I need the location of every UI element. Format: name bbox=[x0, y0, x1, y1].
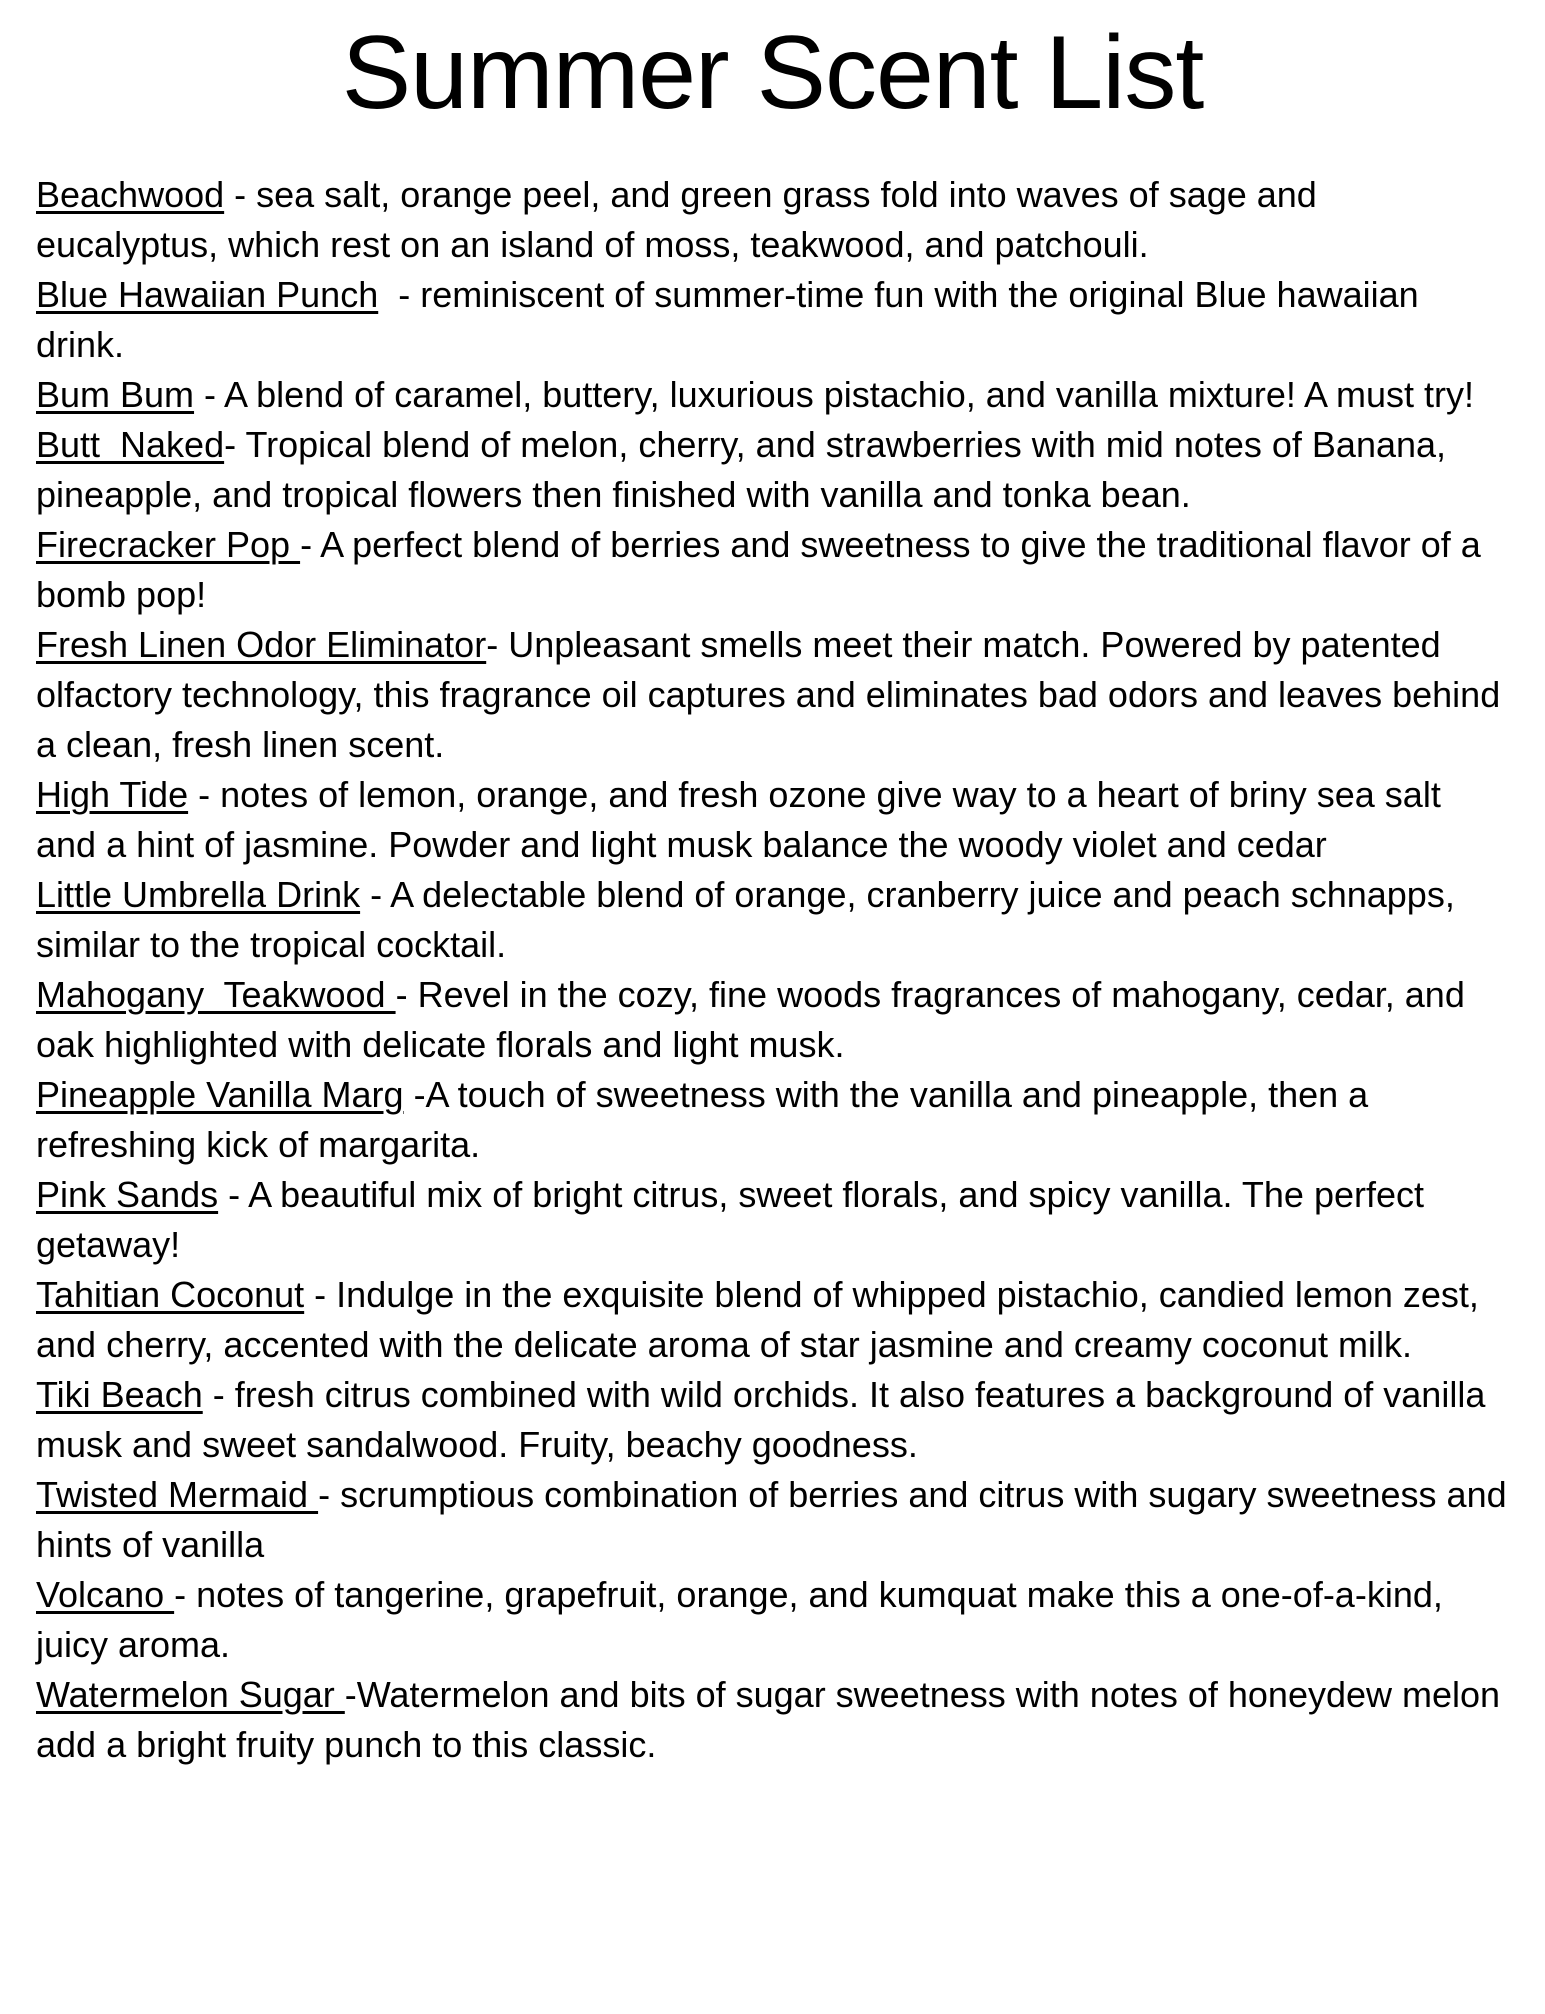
scent-description: - A perfect blend of berries and sweetness to give the traditional flavor of a bomb pop! bbox=[36, 523, 1491, 615]
scent-entry-pink-sands bbox=[36, 1170, 1507, 1270]
scent-description: - reminiscent of summer-time fun with the original Blue hawaiian drink. bbox=[36, 273, 1429, 365]
scent-name: Watermelon Sugar bbox=[36, 1673, 345, 1715]
scent-entry-firecracker-pop bbox=[36, 520, 1507, 620]
scent-name: Mahogany Teakwood bbox=[36, 973, 396, 1015]
scent-description: - scrumptious combination of berries and citrus with sugary sweetness and hints of vanilla bbox=[36, 1473, 1517, 1565]
scent-entry-bum-bum bbox=[36, 370, 1507, 420]
scent-description: - sea salt, orange peel, and green grass fold into waves of sage and eucalyptus, which rest on an island of moss, teakwood, and patchouli. bbox=[36, 173, 1327, 265]
scent-name: Volcano bbox=[36, 1573, 175, 1615]
document-page bbox=[0, 14, 1545, 2014]
scent-name: Fresh Linen Odor Eliminator bbox=[36, 623, 487, 665]
scent-name: Little Umbrella Drink bbox=[36, 873, 361, 915]
scent-description: - Unpleasant smells meet their match. Powered by patented olfactory technology, this fragrance oil captures and eliminates bad odors and leaves behind a clean, fresh linen scent. bbox=[36, 623, 1511, 765]
scent-description: - A beautiful mix of bright citrus, sweet florals, and spicy vanilla. The perfect getaway! bbox=[36, 1173, 1435, 1265]
page-title: Summer Scent List bbox=[341, 15, 1204, 131]
scent-description: - Revel in the cozy, fine woods fragrances of mahogany, cedar, and oak highlighted with delicate florals and light musk. bbox=[36, 973, 1475, 1065]
scent-description: - Indulge in the exquisite blend of whipped pistachio, candied lemon zest, and cherry, accented with the delicate aroma of star jasmine and creamy coconut milk. bbox=[36, 1273, 1489, 1365]
scent-entry-twisted-mermaid bbox=[36, 1470, 1517, 1570]
scent-entry-tahitian-coconut bbox=[36, 1270, 1507, 1370]
scent-description: - notes of lemon, orange, and fresh ozone give way to a heart of briny sea salt and a hint of jasmine. Powder and light musk balance the woody violet and cedar bbox=[36, 773, 1451, 865]
scent-name: Butt Naked bbox=[36, 423, 225, 465]
scent-name: Firecracker Pop bbox=[36, 523, 301, 565]
scent-entry-watermelon-sugar bbox=[36, 1670, 1511, 1770]
scent-entry-volcano bbox=[36, 1570, 1507, 1670]
scent-name: Blue Hawaiian Punch bbox=[36, 273, 379, 315]
scent-description: -Watermelon and bits of sugar sweetness with notes of honeydew melon add a bright fruity punch to this classic. bbox=[36, 1673, 1511, 1765]
scent-entry-beachwood bbox=[36, 170, 1507, 270]
scent-name: Tahitian Coconut bbox=[36, 1273, 305, 1315]
scent-list bbox=[0, 170, 1545, 1770]
scent-entry-mahogany-teakwood bbox=[36, 970, 1507, 1070]
scent-description: - A delectable blend of orange, cranberry juice and peach schnapps, similar to the tropical cocktail. bbox=[36, 873, 1465, 965]
scent-name: High Tide bbox=[36, 773, 189, 815]
scent-name: Beachwood bbox=[36, 173, 225, 215]
scent-description: - A blend of caramel, buttery, luxurious pistachio, and vanilla mixture! A must try! bbox=[194, 373, 1474, 415]
scent-description: - Tropical blend of melon, cherry, and strawberries with mid notes of Banana, pineapple, and tropical flowers then finished with vanilla and tonka bean. bbox=[36, 423, 1457, 515]
scent-description: - fresh citrus combined with wild orchids. It also features a background of vanilla musk and sweet sandalwood. Fruity, beachy goodness. bbox=[36, 1373, 1496, 1465]
scent-entry-blue-hawaiian-punch bbox=[36, 270, 1507, 370]
scent-name: Pineapple Vanilla Marg bbox=[36, 1073, 404, 1115]
scent-entry-butt-naked bbox=[36, 420, 1507, 520]
scent-entry-fresh-linen-odor-eliminator bbox=[36, 620, 1511, 770]
scent-entry-high-tide bbox=[36, 770, 1507, 870]
scent-description: -A touch of sweetness with the vanilla and pineapple, then a refreshing kick of margarita. bbox=[36, 1073, 1379, 1165]
scent-description: - notes of tangerine, grapefruit, orange, and kumquat make this a one-of-a-kind, juicy aroma. bbox=[36, 1573, 1453, 1665]
scent-name: Twisted Mermaid bbox=[36, 1473, 319, 1515]
scent-entry-little-umbrella-drink bbox=[36, 870, 1507, 970]
scent-name: Tiki Beach bbox=[36, 1373, 203, 1415]
scent-entry-pineapple-vanilla-marg bbox=[36, 1070, 1507, 1170]
scent-name: Pink Sands bbox=[36, 1173, 219, 1215]
scent-name: Bum Bum bbox=[36, 373, 195, 415]
scent-entry-tiki-beach bbox=[36, 1370, 1507, 1470]
